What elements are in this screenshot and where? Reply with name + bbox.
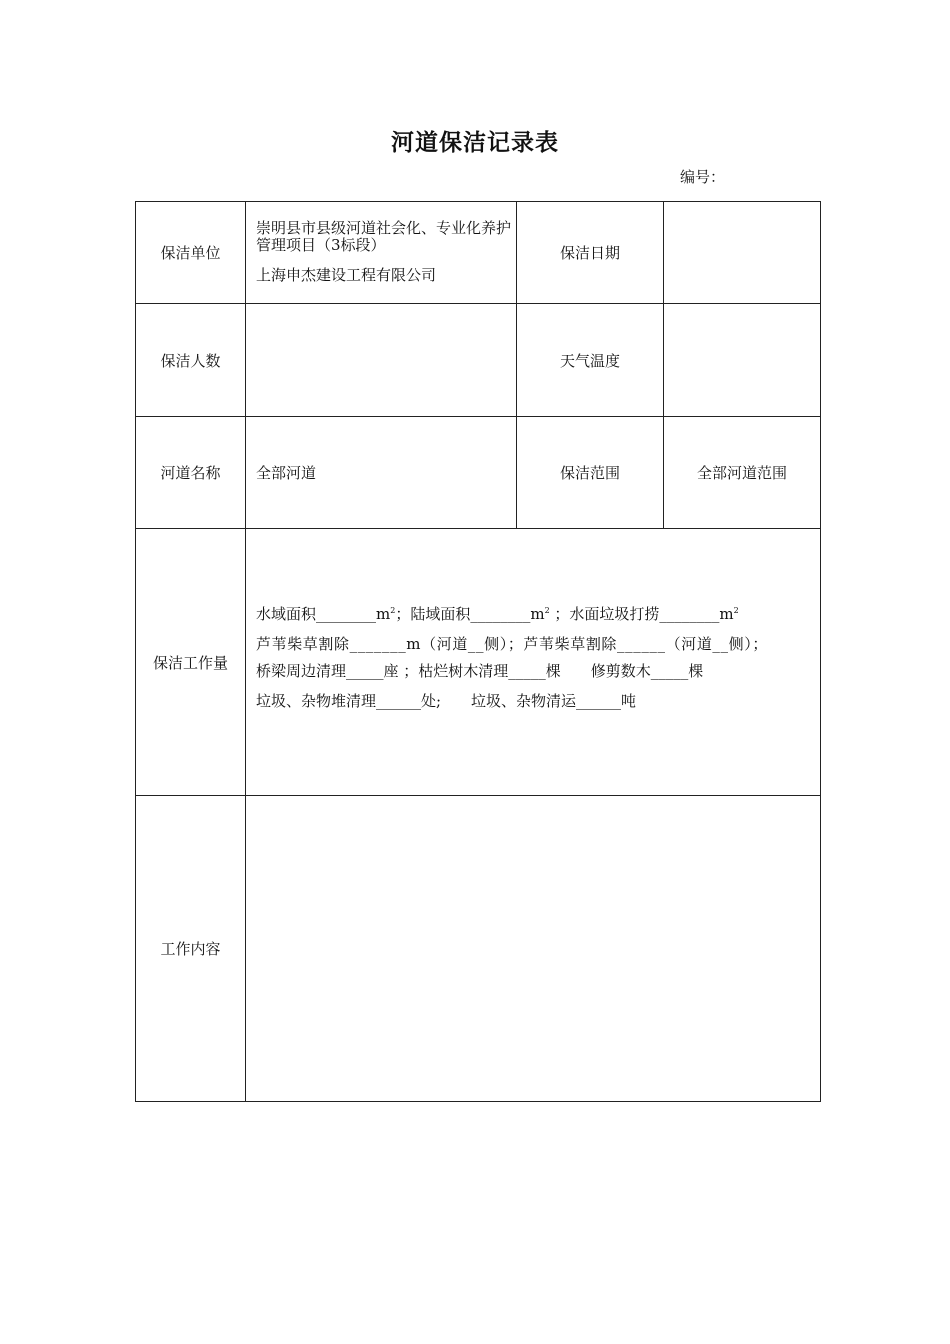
unit-label: 保洁单位 — [136, 202, 246, 304]
weather-label: 天气温度 — [517, 304, 664, 417]
people-label: 保洁人数 — [136, 304, 246, 417]
scope-label: 保洁范围 — [517, 417, 664, 529]
workload-line-garbage: 垃圾、杂物堆清理______处; 垃圾、杂物清运______吨 — [256, 691, 637, 710]
unit-company: 上海申杰建设工程有限公司 — [256, 266, 437, 284]
river-name-label: 河道名称 — [136, 417, 246, 529]
workload-line-area: 水域面积$\_\_\_\_\_\_\_\_m^2$；陆域面积$\_\_\_\_\_\_\_\_m^2$ ；水面垃圾打捞$\_\_\_\_\_\_\_\_m^2$ — [256, 604, 739, 623]
unit-value-cell — [246, 202, 517, 304]
people-value[interactable] — [246, 304, 517, 417]
form-title: 河道保洁记录表 — [391, 129, 559, 156]
serial-number-label: 编号： — [680, 168, 726, 186]
weather-value[interactable] — [664, 304, 821, 417]
row-river — [136, 417, 821, 529]
scope-value[interactable]: 全部河道范围 — [664, 417, 821, 529]
river-name-value[interactable]: 全部河道 — [246, 417, 517, 529]
workload-value-cell[interactable] — [246, 529, 821, 796]
row-unit — [136, 202, 821, 304]
workload-line-bridge-trees: 桥梁周边清理_____座 ；枯烂树木清理_____棵 修剪数木_____棵 — [256, 661, 704, 680]
date-value[interactable] — [664, 202, 821, 304]
cleaning-record-table — [135, 201, 821, 1102]
unit-project: 崇明县市县级河道社会化、专业化养护管理项目（3标段） — [256, 219, 512, 254]
workload-label: 保洁工作量 — [136, 529, 246, 796]
row-workload — [136, 529, 821, 796]
workload-line-reed: 芦苇柴草割除_______m（河道__侧）；芦苇柴草割除______（河道__侧）； — [256, 634, 768, 653]
work-content-label: 工作内容 — [136, 796, 246, 1102]
date-label: 保洁日期 — [517, 202, 664, 304]
row-content — [136, 796, 821, 1102]
row-people — [136, 304, 821, 417]
work-content-value[interactable] — [246, 796, 821, 1102]
